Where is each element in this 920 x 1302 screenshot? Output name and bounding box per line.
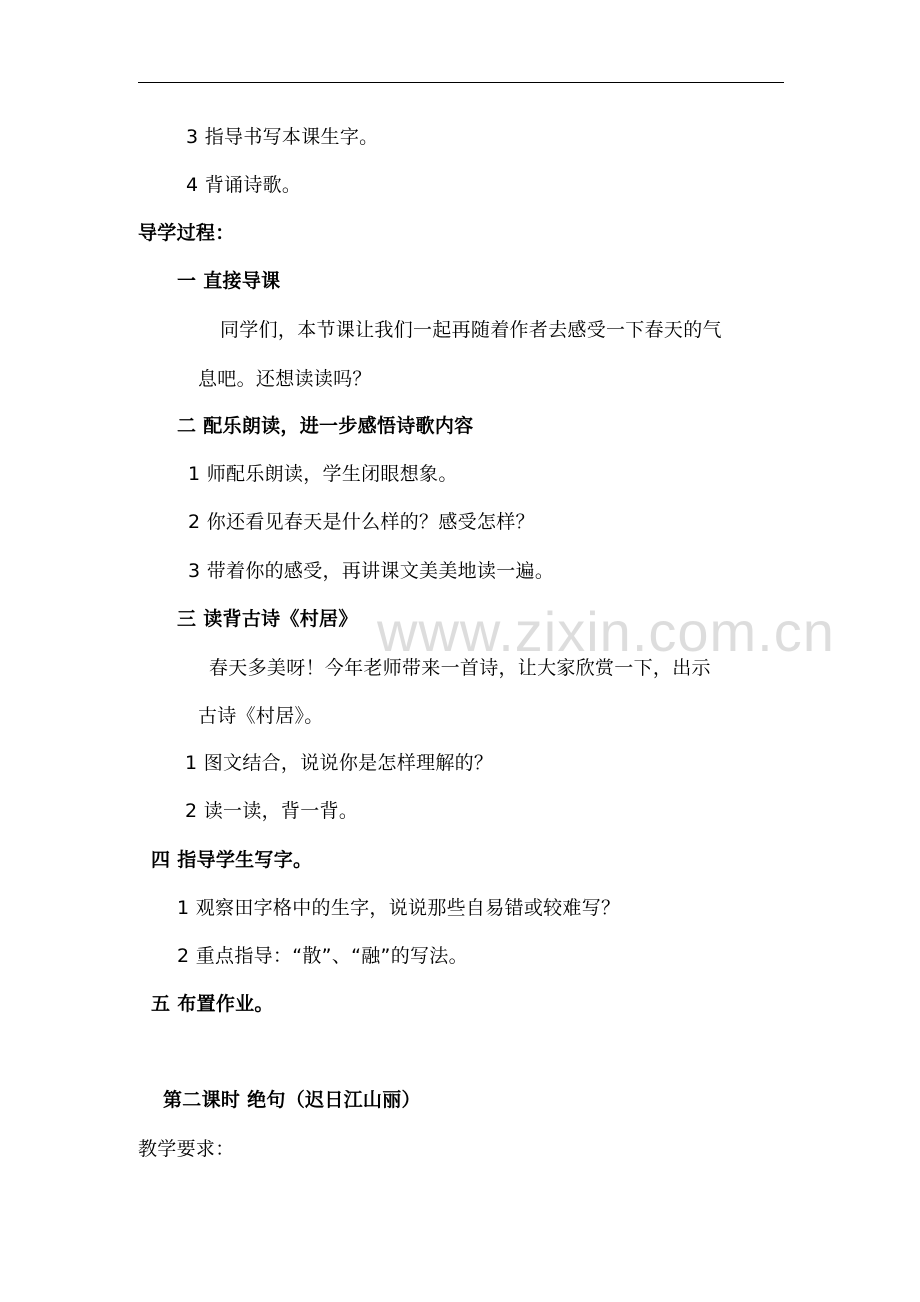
- header-rule: [138, 82, 784, 83]
- paragraph-poem-line-1: 春天多美呀！今年老师带来一首诗，让大家欣赏一下，出示: [209, 657, 711, 679]
- list-item-what-spring: 2 你还看见春天是什么样的？感受怎样？: [188, 511, 535, 533]
- list-item-observe-grid: 1 观察田字格中的生字，说说那些自易错或较难写？: [177, 897, 621, 919]
- step-heading-4: 四 指导学生写字。: [151, 849, 313, 871]
- paragraph-poem-line-2: 古诗《村居》。: [198, 705, 324, 727]
- section-heading-requirements: 教学要求：: [138, 1138, 235, 1160]
- paragraph-intro-line-2: 息吧。还想读读吗？: [198, 368, 372, 390]
- list-item-music-reading: 1 师配乐朗读，学生闭眼想象。: [188, 463, 458, 485]
- step-heading-5: 五 布置作业。: [151, 993, 274, 1015]
- step-heading-3: 三 读背古诗《村居》: [177, 608, 358, 630]
- step-heading-1: 一 直接导课: [177, 270, 281, 292]
- list-item-read-again: 3 带着你的感受，再讲课文美美地读一遍。: [188, 560, 555, 582]
- list-item-read-recite: 2 读一读，背一背。: [185, 800, 359, 822]
- list-item-write-characters: 3 指导书写本课生字。: [186, 126, 379, 148]
- watermark: www.zixin.com.cn: [377, 600, 835, 663]
- step-heading-2: 二 配乐朗读，进一步感悟诗歌内容: [177, 415, 474, 437]
- list-item-picture-text: 1 图文结合，说说你是怎样理解的？: [185, 752, 494, 774]
- list-item-recite-poem: 4 背诵诗歌。: [186, 174, 302, 196]
- section-heading-process: 导学过程：: [138, 222, 235, 244]
- lesson-title-second: 第二课时 绝句（迟日江山丽）: [163, 1089, 421, 1111]
- list-item-key-guidance: 2 重点指导：“散”、“融”的写法。: [177, 945, 468, 967]
- paragraph-intro-line-1: 同学们，本节课让我们一起再随着作者去感受一下春天的气: [220, 319, 722, 341]
